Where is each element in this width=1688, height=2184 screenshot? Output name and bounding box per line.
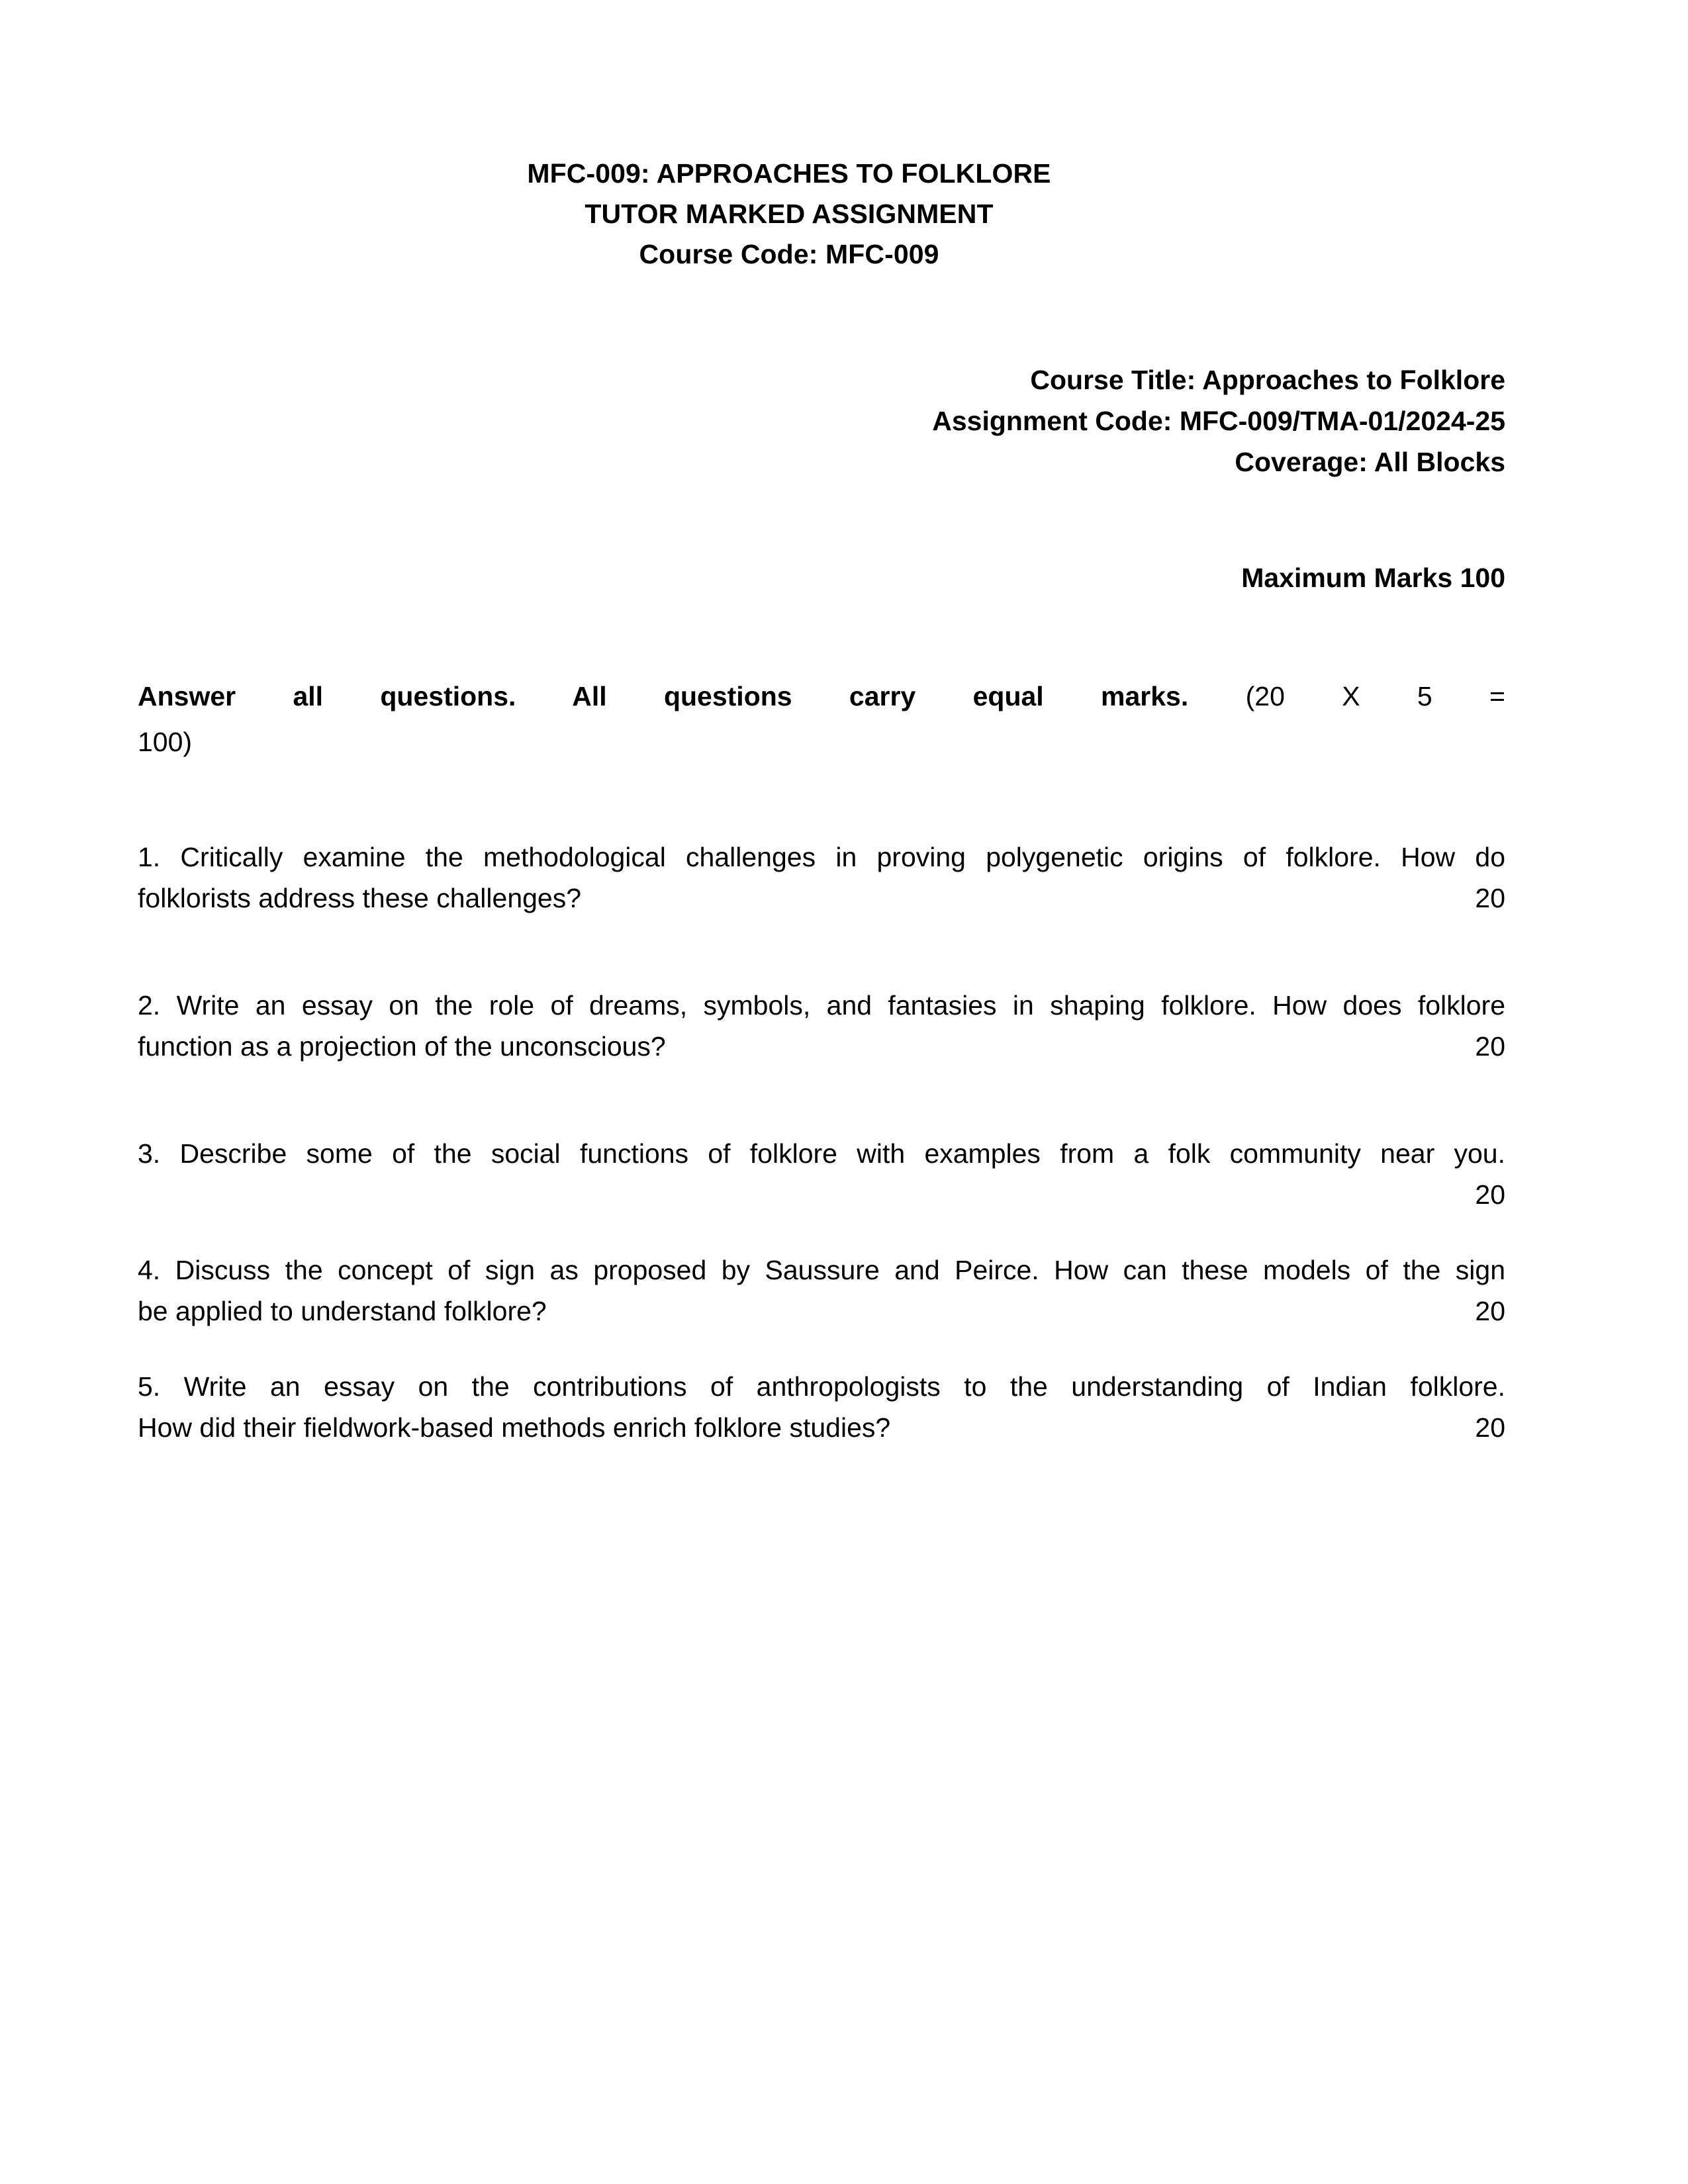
- course-meta-block: [138, 359, 1505, 482]
- question-1-line-1: 1. Critically examine the methodological challenges in proving polygenetic origins of folklore. How do: [138, 842, 1505, 872]
- instruction-text: Answer all questions. All questions carry equal marks.: [138, 681, 1189, 711]
- question-5-line-2: How did their fieldwork-based methods enrich folklore studies?: [138, 1412, 891, 1443]
- question-3-line-1: 3. Describe some of the social functions of folklore with examples from a folk community near you.: [138, 1138, 1505, 1169]
- question-item-4: [138, 1250, 1505, 1332]
- question-item-2: [138, 985, 1505, 1067]
- question-5-marks: 20: [1475, 1412, 1505, 1443]
- instruction-marks-note-continued: 100): [138, 727, 193, 757]
- assignment-title-line-2: TUTOR MARKED ASSIGNMENT: [585, 199, 994, 229]
- question-2-marks: 20: [1475, 1031, 1505, 1062]
- course-title-line: Course Title: Approaches to Folklore: [1030, 365, 1505, 395]
- title-block: [138, 154, 1505, 275]
- question-3-marks: 20: [1475, 1179, 1505, 1210]
- instruction-marks-note: (20 X 5 =: [1245, 681, 1505, 711]
- page-content: [138, 0, 1505, 1498]
- question-item-3: [138, 1133, 1505, 1215]
- course-code-line: Course Code: MFC-009: [639, 239, 939, 269]
- question-4-line-1: 4. Discuss the concept of sign as proposed by Saussure and Peirce. How can these models of the sign: [138, 1255, 1505, 1285]
- question-1-line-2: folklorists address these challenges?: [138, 883, 582, 913]
- question-item-5: [138, 1366, 1505, 1448]
- question-4-line-2: be applied to understand folklore?: [138, 1296, 547, 1326]
- assignment-code-line: Assignment Code: MFC-009/TMA-01/2024-25: [932, 406, 1505, 436]
- question-2-line-1: 2. Write an essay on the role of dreams, symbols, and fantasies in shaping folklore. How does folklore: [138, 990, 1505, 1021]
- question-1-marks: 20: [1475, 883, 1505, 913]
- question-2-line-2: function as a projection of the unconscious?: [138, 1031, 666, 1062]
- question-4-marks: 20: [1475, 1296, 1505, 1326]
- question-item-1: [138, 837, 1505, 919]
- instruction-line: [138, 671, 1505, 721]
- assignment-title-line-1: MFC-009: APPROACHES TO FOLKLORE: [527, 158, 1051, 189]
- maximum-marks-line: Maximum Marks 100: [1241, 563, 1505, 593]
- coverage-line: Coverage: All Blocks: [1235, 447, 1505, 477]
- question-5-line-1: 5. Write an essay on the contributions of anthropologists to the understanding of Indian folklore.: [138, 1371, 1505, 1402]
- questions-list: [138, 837, 1505, 1448]
